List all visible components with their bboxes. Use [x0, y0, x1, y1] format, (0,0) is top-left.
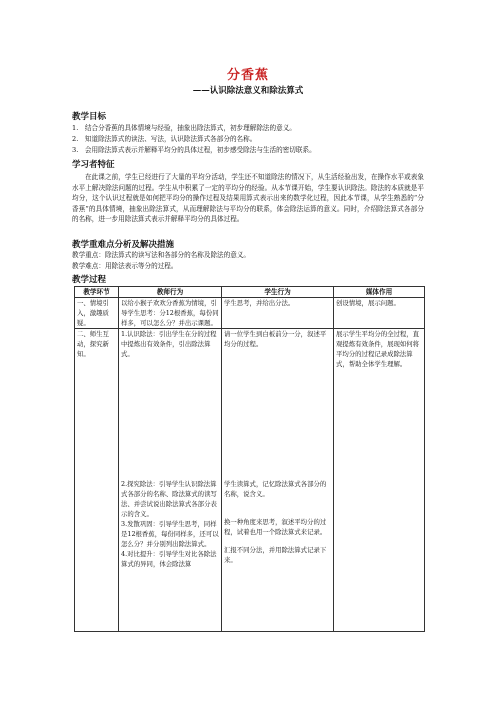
student-cell	[222, 298, 334, 329]
teacher-action: 2.探究除法：引导学生认识除法算式各部分的名称、除法算式的读写法、并尝试说出除法算式各部分表示的含义。	[121, 480, 217, 518]
document-title: 分香蕉	[226, 68, 269, 83]
key-point-text: 教学重点：除法算式的读写法和各部分的名称及除法的意义。	[72, 251, 251, 259]
media-cell: 创设情境，展示问题。	[334, 298, 425, 329]
stage-cell: 一、情境引入，激趣质疑。	[75, 298, 119, 329]
objective-item-3: 3. 会用除法算式表示并解释平均分的具体过程，初步感受除法与生活的密切联系。	[72, 146, 316, 154]
media-cell: 展示学生平均分的全过程，直观提炼有效条件，展现如何将平均分的过程记录成除法算式，帮助全体学生理解。	[334, 329, 425, 632]
teacher-action: 3.发散巩固：引导学生思考，同样是12根香蕉，每份同样多，还可以怎么分？并分别列出除法算式。	[121, 520, 219, 548]
keypoints-heading: 教学重难点分析及解决措施	[72, 240, 175, 250]
table-row	[75, 329, 425, 632]
objective-item-2: 2. 知道除法算式的读法、写法，认识除法算式各部分的名称。	[72, 135, 257, 143]
teacher-action: 以给小猴子欢欢分香蕉为情境，引导学生思考：分12根香蕉，每份同样多，可以怎么分？并出示课题。	[121, 299, 219, 327]
teacher-cell	[119, 298, 222, 329]
column-header-media: 媒体作用	[334, 287, 425, 298]
teacher-action: 4.对比提升：引导学生对比各除法算式的异同，体会除法算	[121, 550, 217, 568]
process-table	[74, 286, 425, 632]
student-action: 学生思考，并给出分法。	[224, 299, 295, 307]
teacher-action: 1.认识除法：引出学生在分的过程中提炼出有效条件，引出除法算式。	[121, 330, 217, 358]
learner-heading: 学习者特征	[72, 160, 115, 170]
difficulty-text: 教学难点：用除法表示等分的过程。	[72, 262, 178, 270]
column-header-teacher: 教师行为	[119, 287, 222, 298]
student-action: 换一种角度来思考，叙述平均分的过程，试着也用一个除法算式来记录。	[224, 518, 327, 536]
document-subtitle: ——认识除法意义和除法算式	[192, 86, 304, 96]
learner-paragraph: 在此课之前，学生已经进行了大量的平均分活动，学生还不知道除法的情况下，从生活经验出发，在操作水平或表象水平上解决除法问题的过程。学生从中积累了一定的平均分的经验。从本节课开始，学生要认识除法。除法的本质就是平均分，这个认识过程就是如何把平均分的操作过程及结果用算式表示出来的数学化过程，因此本节课，从学生熟悉的“分香蕉”的具体情境，抽象出除法算式，从而理解除法与平均分的联系，体会除法运算的意义。同时，介绍除法算式各部分的名称，进一步用除法算式表示并解释平均分的具体过程。	[72, 173, 424, 223]
objective-item-1: 1. 结合分香蕉的具体情境与经验，抽象出除法算式，初步理解除法的意义。	[72, 124, 296, 132]
column-header-student: 学生行为	[222, 287, 334, 298]
process-heading: 教学过程	[72, 275, 107, 285]
teacher-cell	[119, 329, 222, 632]
student-cell	[222, 329, 334, 632]
table-header-row	[75, 287, 425, 298]
table-row	[75, 298, 425, 329]
stage-cell: 二、师生互动，探究新知。	[75, 329, 119, 632]
objectives-heading: 教学目标	[72, 112, 107, 122]
student-action: 请一位学生到白板前分一分，叙述平均分的过程。	[224, 330, 327, 348]
student-action: 学生读算式，记忆除法算式各部分的名称，说含义。	[224, 480, 327, 498]
column-header-stage: 教学环节	[75, 287, 119, 298]
student-action: 汇报不同分法，并用除法算式记录下来。	[224, 546, 327, 564]
